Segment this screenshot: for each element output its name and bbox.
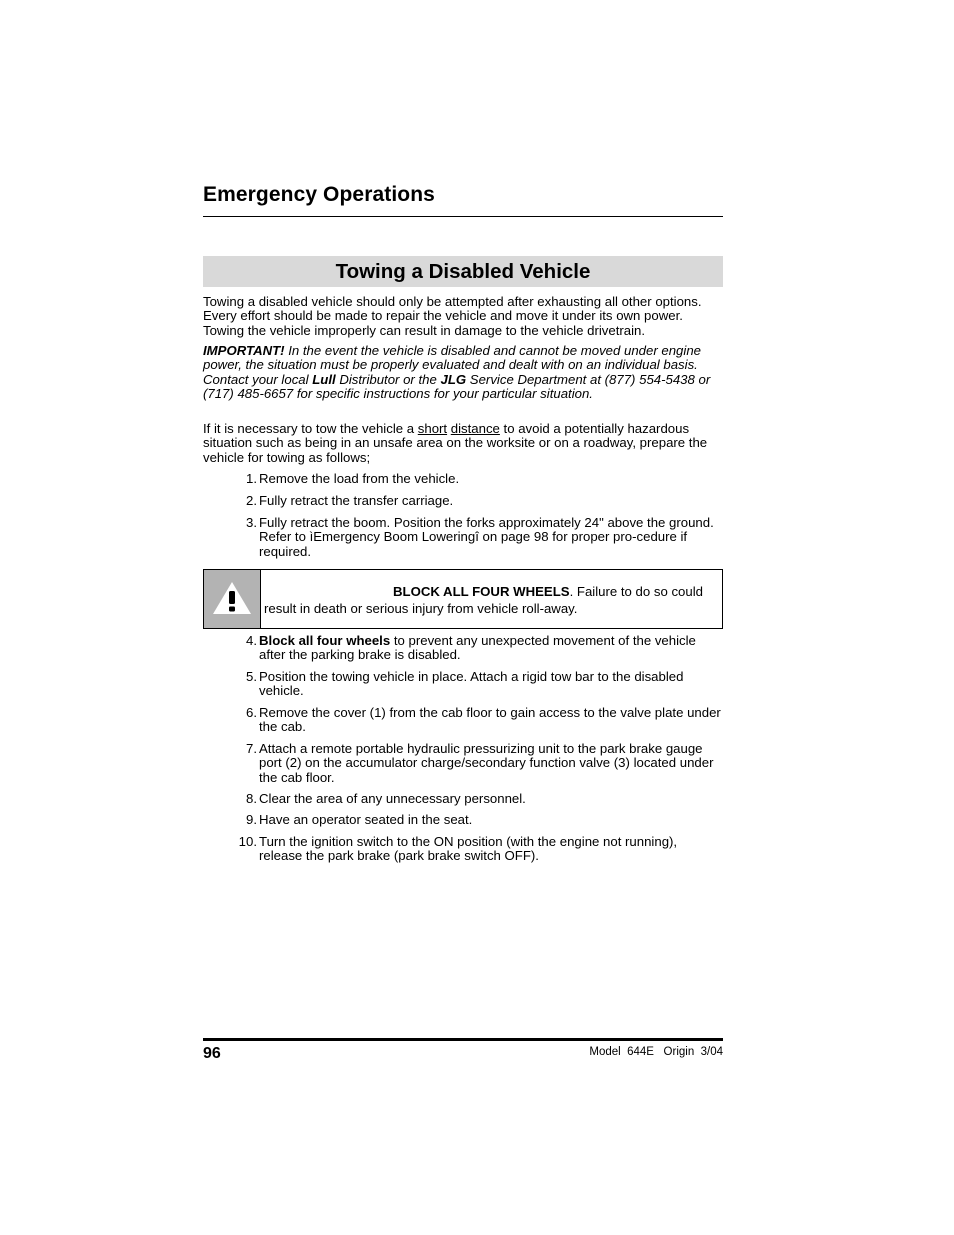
- topic-banner: Towing a Disabled Vehicle: [203, 256, 723, 287]
- important-paragraph: IMPORTANT! In the event the vehicle is disabled and cannot be moved under engine power, the situation must be properly evaluated and dealt with on an individual basis. Contact your local Lull Distributor or the JLG Service Department at (877) 554-5438 or (717) 485-6657 for specific instructions for your particular situation.: [203, 343, 711, 401]
- warning-exclamation-icon: [211, 580, 253, 616]
- brand-jlg: JLG: [440, 371, 467, 387]
- important-label: IMPORTANT!: [203, 343, 285, 358]
- warning-bold: BLOCK ALL FOUR WHEELS: [393, 584, 570, 599]
- brand-lull: Lull: [312, 371, 336, 387]
- warning-icon-panel: [204, 570, 261, 628]
- warning-text: BLOCK ALL FOUR WHEELS. Failure to do so could result in death or serious injury from vehicle roll-away.: [264, 584, 703, 616]
- section-title: Emergency Operations: [203, 183, 435, 206]
- intro-paragraph: Towing a disabled vehicle should only be attempted after exhausting all other options. Every effort should be made to repair the vehicle and move it under its own power. Towing the vehicle improperly can result in damage to the vehicle drivetrain.: [203, 294, 702, 338]
- footer-rule: [203, 1038, 723, 1041]
- page-number: 96: [203, 1045, 221, 1062]
- warning-box: [203, 569, 723, 629]
- tow-note-paragraph: If it is necessary to tow the vehicle a short distance to avoid a potentially hazardous situation such as being in an unsafe area on the worksite or on a roadway, prepare the vehicle for towing as follows;: [203, 421, 708, 465]
- footer-model-info: Model 644E Origin 3/04: [589, 1046, 723, 1058]
- header-rule: [203, 216, 723, 217]
